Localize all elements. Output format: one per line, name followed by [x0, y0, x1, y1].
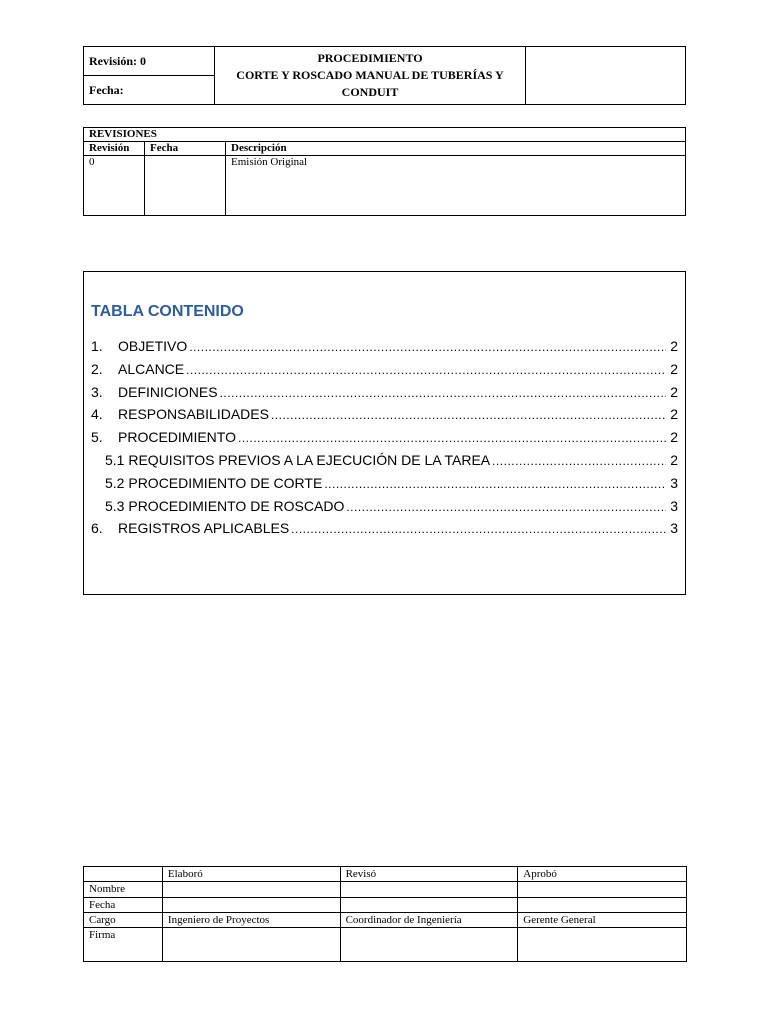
toc-item-label: REGISTROS APLICABLES [118, 520, 290, 537]
table-row [84, 897, 687, 912]
toc-item-label: 5.1 REQUISITOS PREVIOS A LA EJECUCIÓN DE LA TAREA [105, 451, 491, 468]
aprobo-nombre [518, 882, 687, 897]
table-row [84, 882, 687, 897]
toc-item-page: 2 [670, 451, 678, 468]
table-row [84, 928, 687, 962]
toc-item-page: 3 [670, 520, 678, 537]
toc-item[interactable] [91, 361, 678, 384]
revision-number: 0 [84, 156, 145, 216]
column-header-aprobo: Aprobó [518, 867, 687, 882]
document-header-table [83, 46, 686, 105]
toc-subitem[interactable] [91, 498, 678, 521]
column-header-reviso: Revisó [340, 867, 518, 882]
title-line-3: CONDUIT [341, 85, 399, 99]
table-row [84, 912, 687, 927]
toc-leader-dots [238, 429, 666, 445]
toc-leader-dots [324, 475, 666, 491]
toc-item-number: 5. [91, 429, 103, 446]
toc-item-label: OBJETIVO [118, 338, 188, 354]
row-label-cargo: Cargo [84, 912, 163, 927]
aprobo-fecha [518, 897, 687, 912]
toc-item[interactable] [91, 429, 678, 452]
toc-leader-dots [220, 384, 666, 400]
toc-subitem[interactable] [91, 475, 678, 498]
logo-cell [526, 47, 686, 105]
column-header-elaboro: Elaboró [162, 867, 340, 882]
toc-leader-dots [291, 520, 666, 536]
toc-leader-dots [346, 498, 666, 514]
toc-leader-dots [271, 406, 666, 422]
column-header-description: Descripción [226, 142, 686, 156]
corner-cell [84, 867, 163, 882]
approval-signature-table [83, 866, 687, 962]
toc-item-label: PROCEDIMIENTO [118, 429, 236, 446]
toc-list [91, 338, 678, 543]
elaboro-cargo: Ingeniero de Proyectos [162, 912, 340, 927]
toc-item-number: 6. [91, 520, 103, 537]
toc-item-number: 3. [91, 383, 103, 400]
toc-item-number: 4. [91, 406, 103, 423]
title-line-1: PROCEDIMIENTO [317, 51, 423, 65]
toc-item-number: 2. [91, 360, 103, 377]
toc-item-page: 2 [670, 338, 678, 354]
toc-item-page: 3 [670, 474, 678, 491]
elaboro-nombre [162, 882, 340, 897]
column-header-revision: Revisión [84, 142, 145, 156]
column-header-date: Fecha [145, 142, 226, 156]
toc-item-label: ALCANCE [118, 360, 185, 377]
elaboro-firma [162, 928, 340, 962]
row-label-nombre: Nombre [84, 882, 163, 897]
document-title [215, 47, 526, 105]
revision-description: Emisión Original [226, 156, 686, 216]
toc-item-page: 2 [670, 429, 678, 446]
toc-item-page: 3 [670, 497, 678, 514]
row-label-fecha: Fecha [84, 897, 163, 912]
toc-title: TABLA CONTENIDO [91, 303, 244, 320]
toc-subitem[interactable] [91, 452, 678, 475]
revision-date [145, 156, 226, 216]
table-row [84, 156, 686, 216]
toc-item-label: RESPONSABILIDADES [118, 406, 269, 423]
toc-item-page: 2 [670, 406, 678, 423]
revision-cell: Revisión: 0 [84, 47, 215, 76]
toc-item-number: 1. [91, 338, 103, 354]
reviso-firma [340, 928, 518, 962]
toc-item-page: 2 [670, 383, 678, 400]
reviso-fecha [340, 897, 518, 912]
toc-item[interactable] [91, 338, 678, 361]
revisions-table [83, 127, 686, 216]
toc-item[interactable] [91, 384, 678, 407]
toc-item[interactable] [91, 406, 678, 429]
revisions-title: REVISIONES [84, 128, 686, 142]
toc-item[interactable] [91, 520, 678, 543]
toc-leader-dots [492, 452, 666, 468]
toc-leader-dots [189, 338, 666, 354]
date-cell: Fecha: [84, 76, 215, 105]
toc-item-label: DEFINICIONES [118, 383, 218, 400]
toc-item-label: 5.2 PROCEDIMIENTO DE CORTE [105, 474, 323, 491]
title-line-2: CORTE Y ROSCADO MANUAL DE TUBERÍAS Y [236, 68, 504, 82]
aprobo-cargo: Gerente General [518, 912, 687, 927]
table-of-contents [83, 271, 686, 595]
toc-item-page: 2 [670, 360, 678, 377]
reviso-nombre [340, 882, 518, 897]
toc-leader-dots [186, 361, 666, 377]
toc-item-label: 5.3 PROCEDIMIENTO DE ROSCADO [105, 497, 345, 514]
row-label-firma: Firma [84, 928, 163, 962]
reviso-cargo: Coordinador de Ingeniería [340, 912, 518, 927]
aprobo-firma [518, 928, 687, 962]
elaboro-fecha [162, 897, 340, 912]
